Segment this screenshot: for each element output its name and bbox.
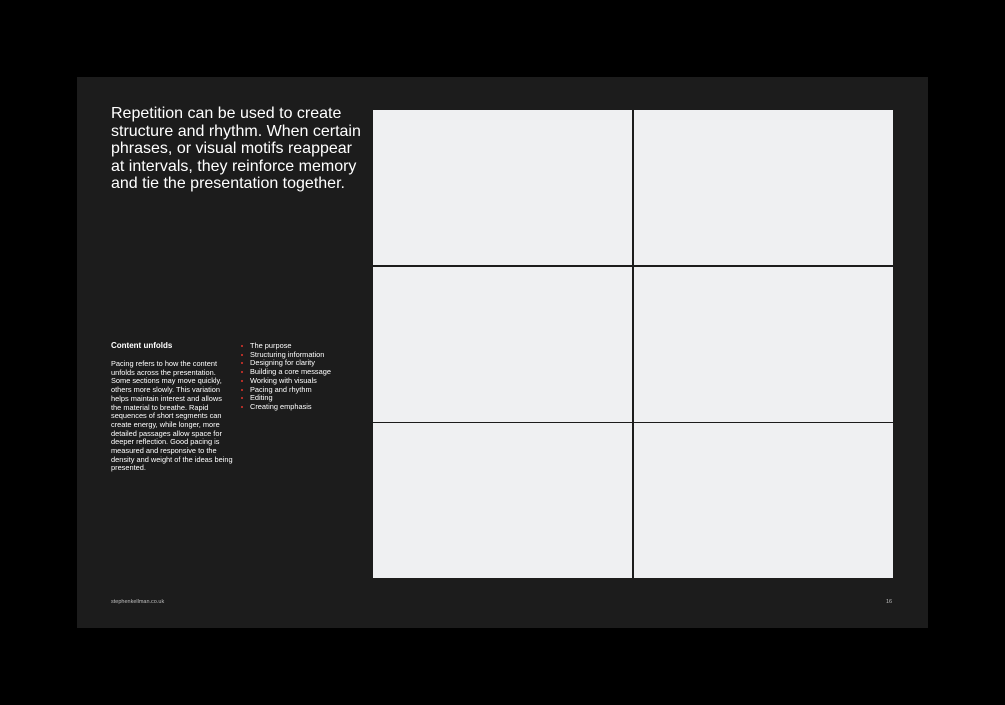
topic-label: Pacing and rhythm [250,384,312,394]
topic-list [240,342,331,412]
footer-url: stephenkellman.co.uk [111,599,165,605]
image-placeholder [634,110,893,265]
image-placeholder [373,267,632,422]
topic-label: Creating emphasis [250,401,312,411]
image-placeholder [373,423,632,578]
bullet-icon [241,371,243,373]
topic-label: Building a core message [250,367,331,377]
bullet-icon [241,397,243,399]
topic-label: Structuring information [250,349,325,359]
topic-label: Designing for clarity [250,358,315,368]
topic-label: Working with visuals [250,375,317,385]
intro-text: Repetition can be used to create structure and rhythm. When certain phrases, or visual motifs reappear at intervals, they reinforce memory and tie the presentation together. [111,105,361,192]
bullet-icon [241,345,243,347]
topic-label: The purpose [250,341,292,350]
image-grid [373,110,893,578]
bullet-icon [241,354,243,356]
bullet-icon [241,406,243,408]
section-body: Pacing refers to how the content unfolds across the presentation. Some sections may move quickly, others more slowly. This variation helps maintain interest and allows the material to breathe. Rapid sequences of short segments can create energy, while longer, more detailed passages allow space for deeper reflection. Good pacing is measured and responsive to the density and weight of the ideas being presented. [111,359,233,473]
image-placeholder [373,110,632,265]
slide-page [77,77,928,628]
image-placeholder [634,423,893,578]
image-placeholder [634,267,893,422]
topic-label: Editing [250,393,273,403]
bullet-icon [241,380,243,382]
bullet-icon [241,362,243,364]
page-number: 16 [886,599,893,605]
bullet-icon [241,389,243,391]
section-title: Content unfolds [111,341,173,350]
topic-item [240,403,331,412]
